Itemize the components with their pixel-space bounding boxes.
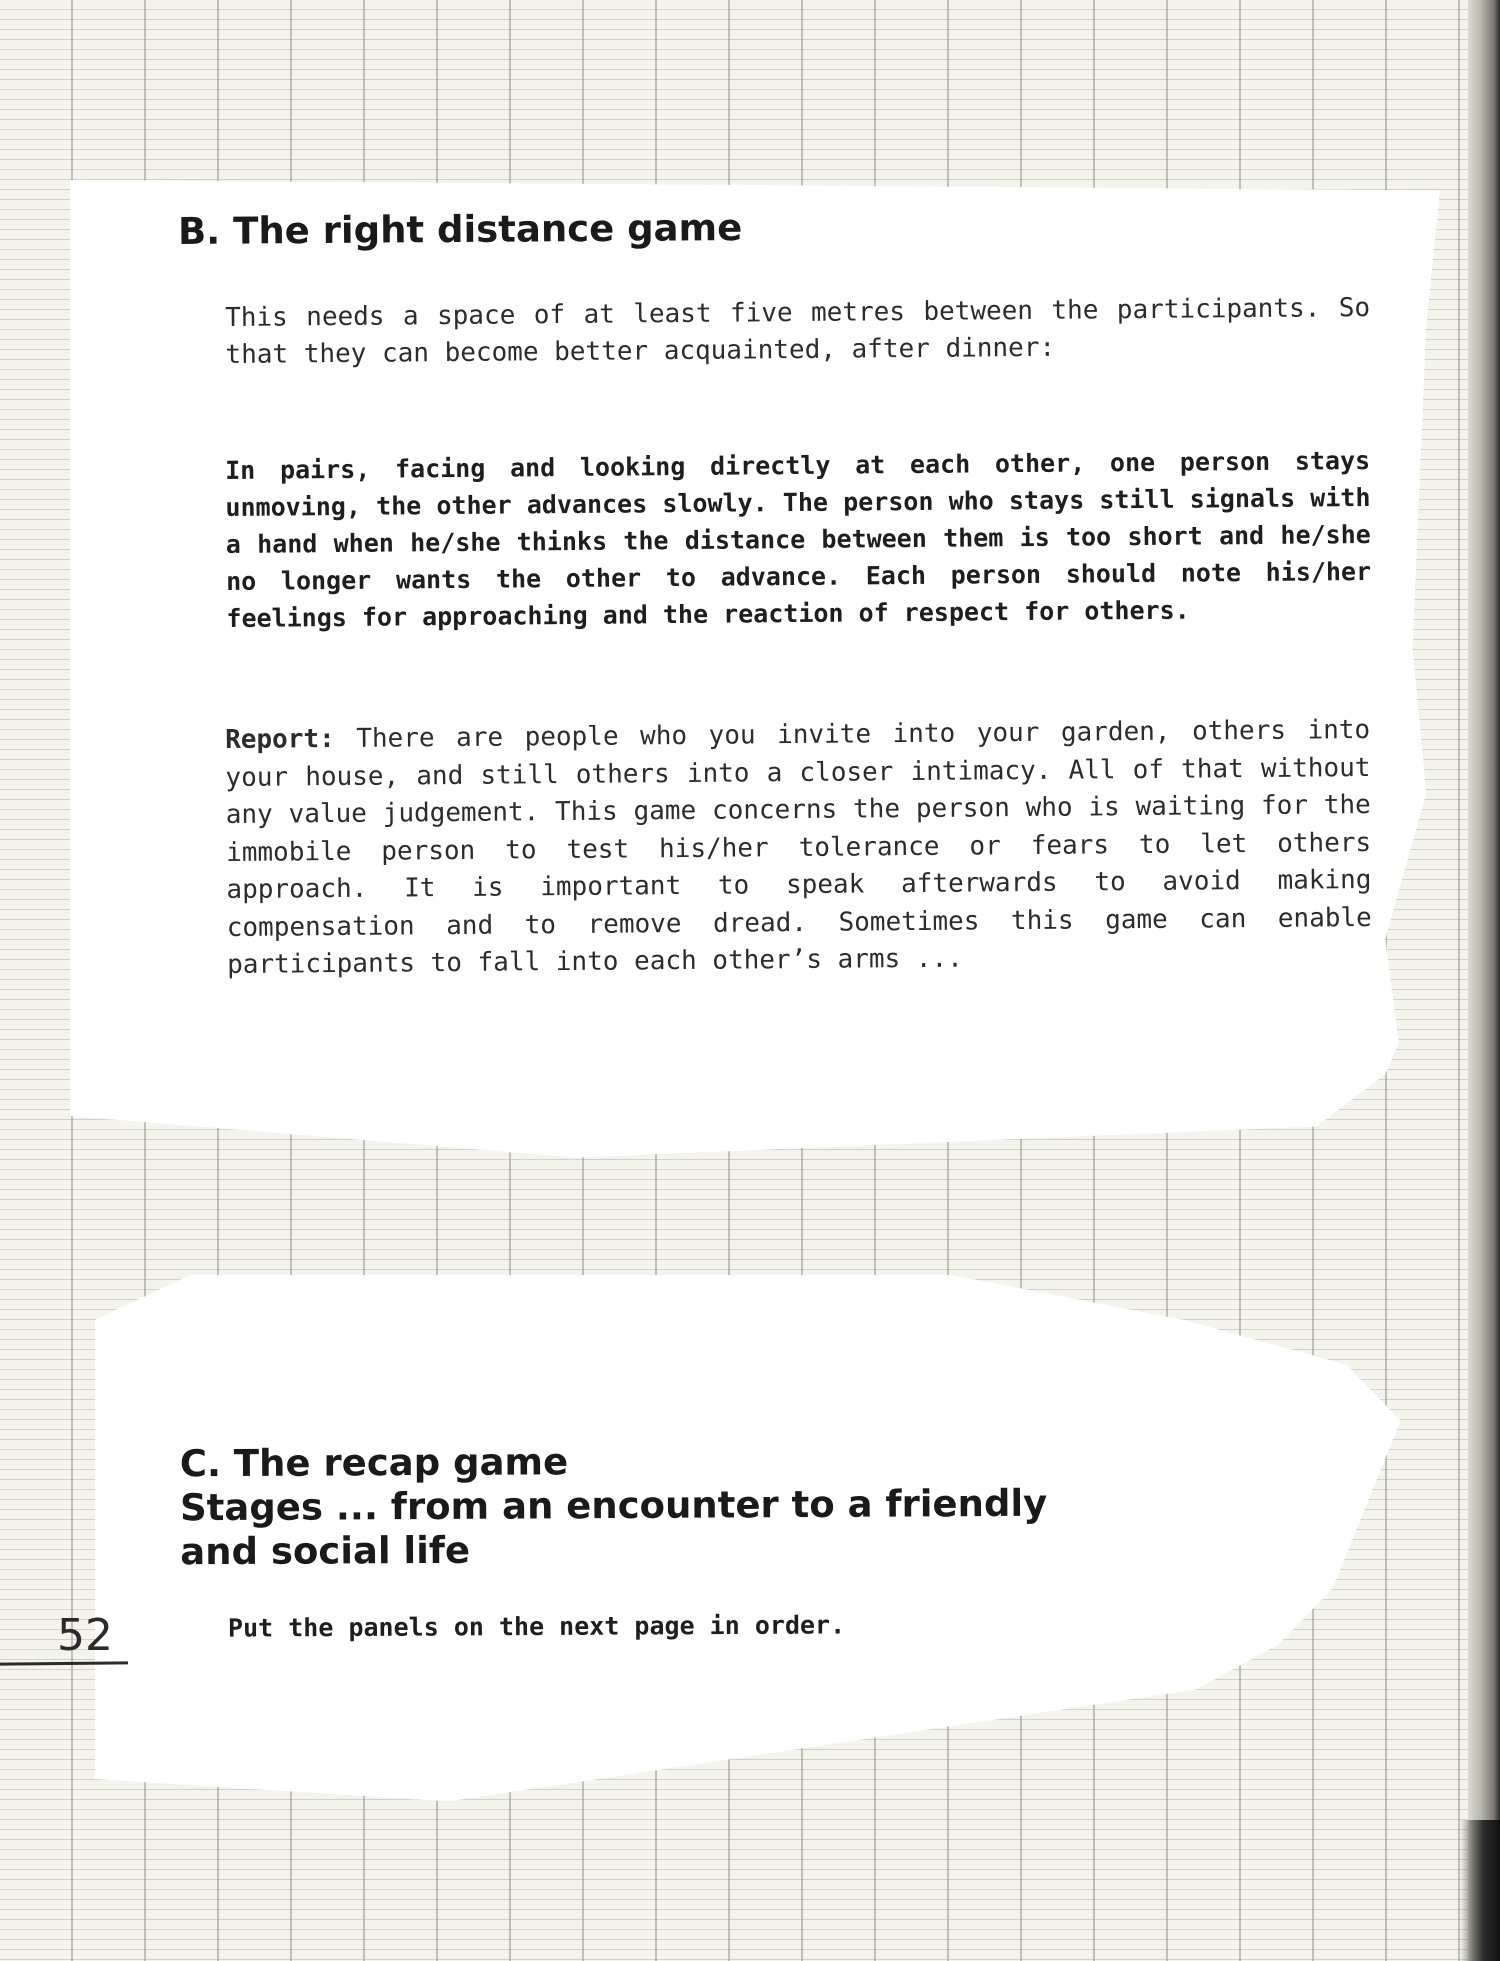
section-c-title-line2: Stages ... from an encounter to a friendly [179,1481,1048,1530]
section-b-instructions: In pairs, facing and looking directly at each other, one person stays unmoving, the other advances slowly. The person who stays still signals with a hand when he/she thinks the distance between them is too short and he/she no longer wants the other to advance. Each person should note his/her feelings for approaching and the reaction of respect for others. [225,446,1372,633]
section-b-report [225,712,1372,984]
report-label: Report: [225,724,335,755]
section-c-title [180,1438,1048,1575]
section-c-title-line1: C. The recap game [179,1440,569,1486]
report-text: There are people who you invite into your garden, others into your house, and still others into a closer intimacy. All of that without any value judgement. This game concerns the person who is waiting for the immobile person to test his/her tolerance or fears to let others approach. It is important to speak afterwards to avoid making compensation and to remove dread. Sometimes this game can enable participants to fall into each other’s arms ... [225,715,1372,980]
page-number: 52 [57,1610,113,1661]
section-c-instruction: Put the panels on the next page in order. [227,1610,846,1643]
section-b-title: B. The right distance game [177,206,743,253]
section-c-title-line3: and social life [180,1528,471,1574]
section-b-intro: This needs a space of at least five metres between the participants. So that they can become better acquainted, after dinner: [225,293,1371,370]
page-binding-shadow [1468,0,1500,1961]
page-binding-corner [1460,1820,1500,1961]
